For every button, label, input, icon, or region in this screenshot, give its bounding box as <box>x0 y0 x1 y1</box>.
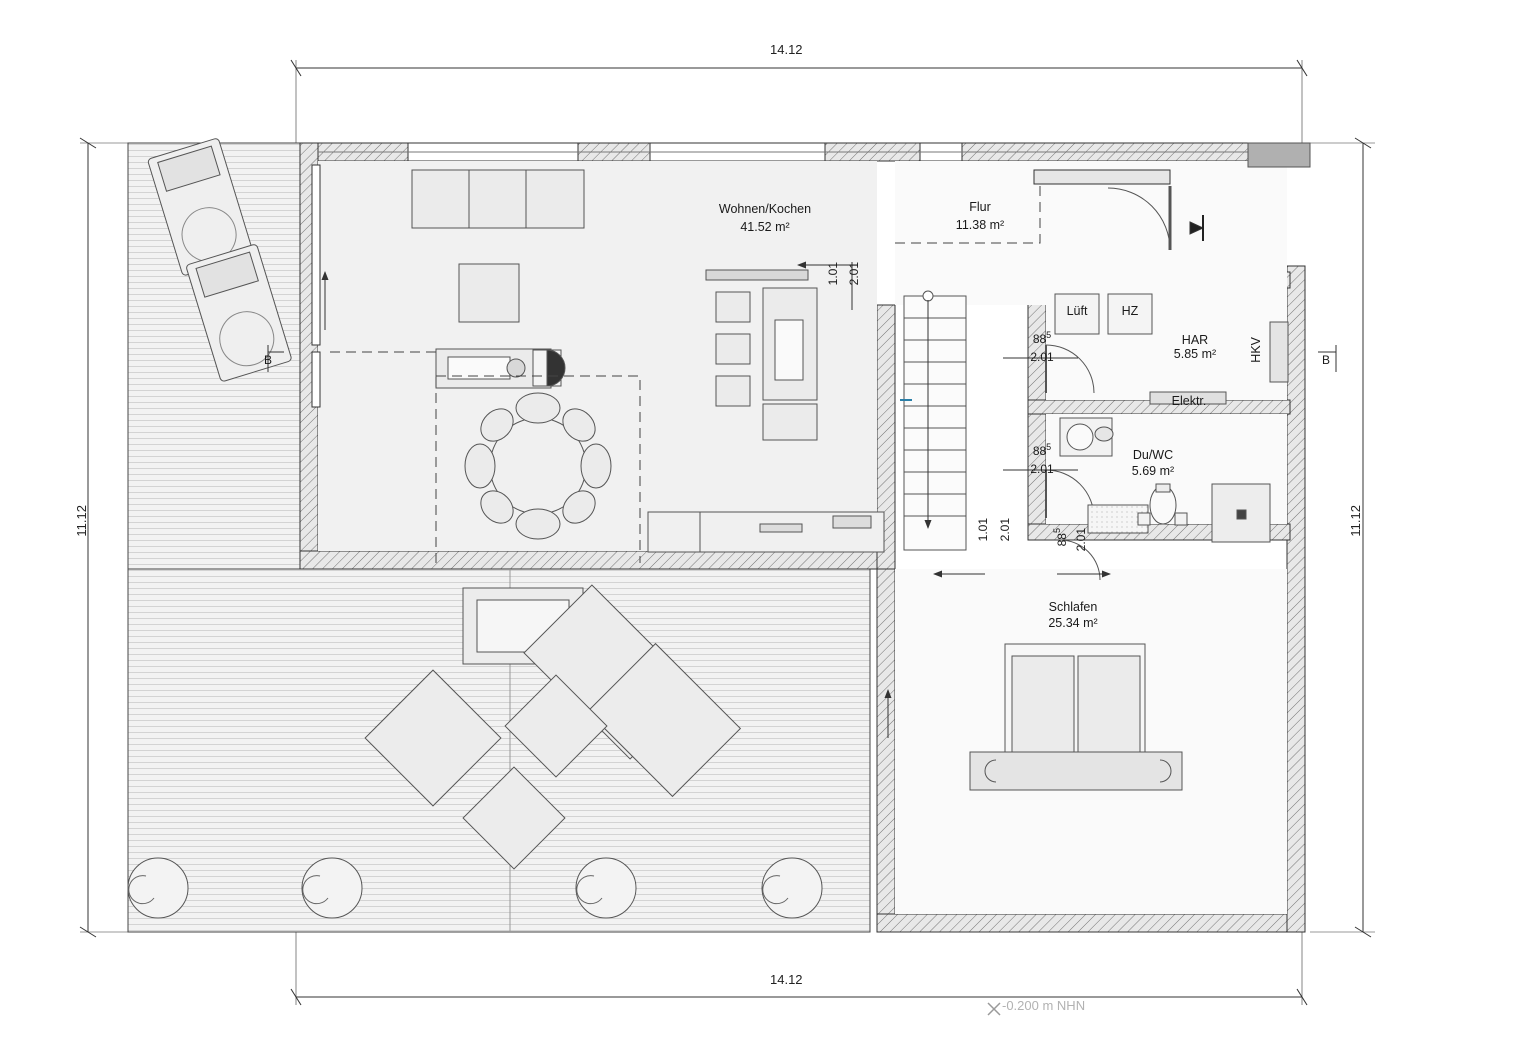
kitchen-counter <box>436 349 565 388</box>
room-label-har: HAR <box>1181 333 1209 347</box>
opening-dim-schlafen <box>1052 528 1069 546</box>
equipment-label-hkv: HKV <box>1249 337 1263 363</box>
staircase <box>900 291 966 550</box>
opening-height-2: 2.01 <box>1030 350 1054 364</box>
room-label-wohnen-kochen: Wohnen/Kochen <box>718 202 812 216</box>
section-marker-left: B <box>264 353 273 367</box>
opening-width-5: 88 <box>1055 533 1069 547</box>
room-area-flur: 11.38 m² <box>955 218 1005 232</box>
room-area-duwc: 5.69 m² <box>1131 464 1175 478</box>
dimension-bottom-label: 14.12 <box>770 972 803 987</box>
dimension-line-bottom <box>291 930 1307 1005</box>
elevation-note: -0.200 m NHN <box>1002 998 1086 1013</box>
dimension-line-right <box>1310 138 1375 937</box>
opening-dim-duwc <box>1012 442 1072 458</box>
opening-height-1: 2.01 <box>847 262 861 286</box>
opening-height-3: 2.01 <box>1030 462 1054 476</box>
dining-set <box>465 393 611 539</box>
room-label-flur: Flur <box>969 200 991 214</box>
room-label-duwc: Du/WC <box>1132 448 1174 462</box>
opening-width-2: 88 <box>1032 332 1047 346</box>
room-area-schlafen: 25.34 m² <box>1048 616 1098 630</box>
room-area-har: 5.85 m² <box>1173 347 1217 361</box>
dimension-line-left <box>80 138 135 937</box>
opening-dim-har <box>1012 330 1072 346</box>
opening-width-1: 1.01 <box>826 262 840 286</box>
dimension-right-label: 11.12 <box>1348 505 1363 537</box>
opening-width-2-sup: 5 <box>1046 330 1052 340</box>
opening-height-5: 2.01 <box>1074 528 1088 552</box>
equipment-label-elektr: Elektr. <box>1171 394 1207 408</box>
opening-width-3: 88 <box>1032 444 1047 458</box>
section-marker-right: B <box>1322 353 1331 367</box>
elevation-marker <box>988 1003 1000 1015</box>
base-cabinets <box>648 512 884 552</box>
room-area-wohnen-kochen: 41.52 m² <box>740 220 790 234</box>
dimension-top-label: 14.12 <box>770 42 803 57</box>
dimension-left-label: 11.12 <box>74 505 89 537</box>
opening-width-5-sup: 5 <box>1052 528 1062 534</box>
dimension-line-top <box>291 60 1307 145</box>
opening-width-3-sup: 5 <box>1046 442 1052 452</box>
legend-block <box>1248 143 1310 167</box>
room-label-schlafen: Schlafen <box>1048 600 1098 614</box>
equipment-label-hz: HZ <box>1121 304 1139 318</box>
equipment-label-lueft: Lüft <box>1066 304 1088 318</box>
opening-height-4: 2.01 <box>998 518 1012 542</box>
opening-width-4: 1.01 <box>976 518 990 542</box>
